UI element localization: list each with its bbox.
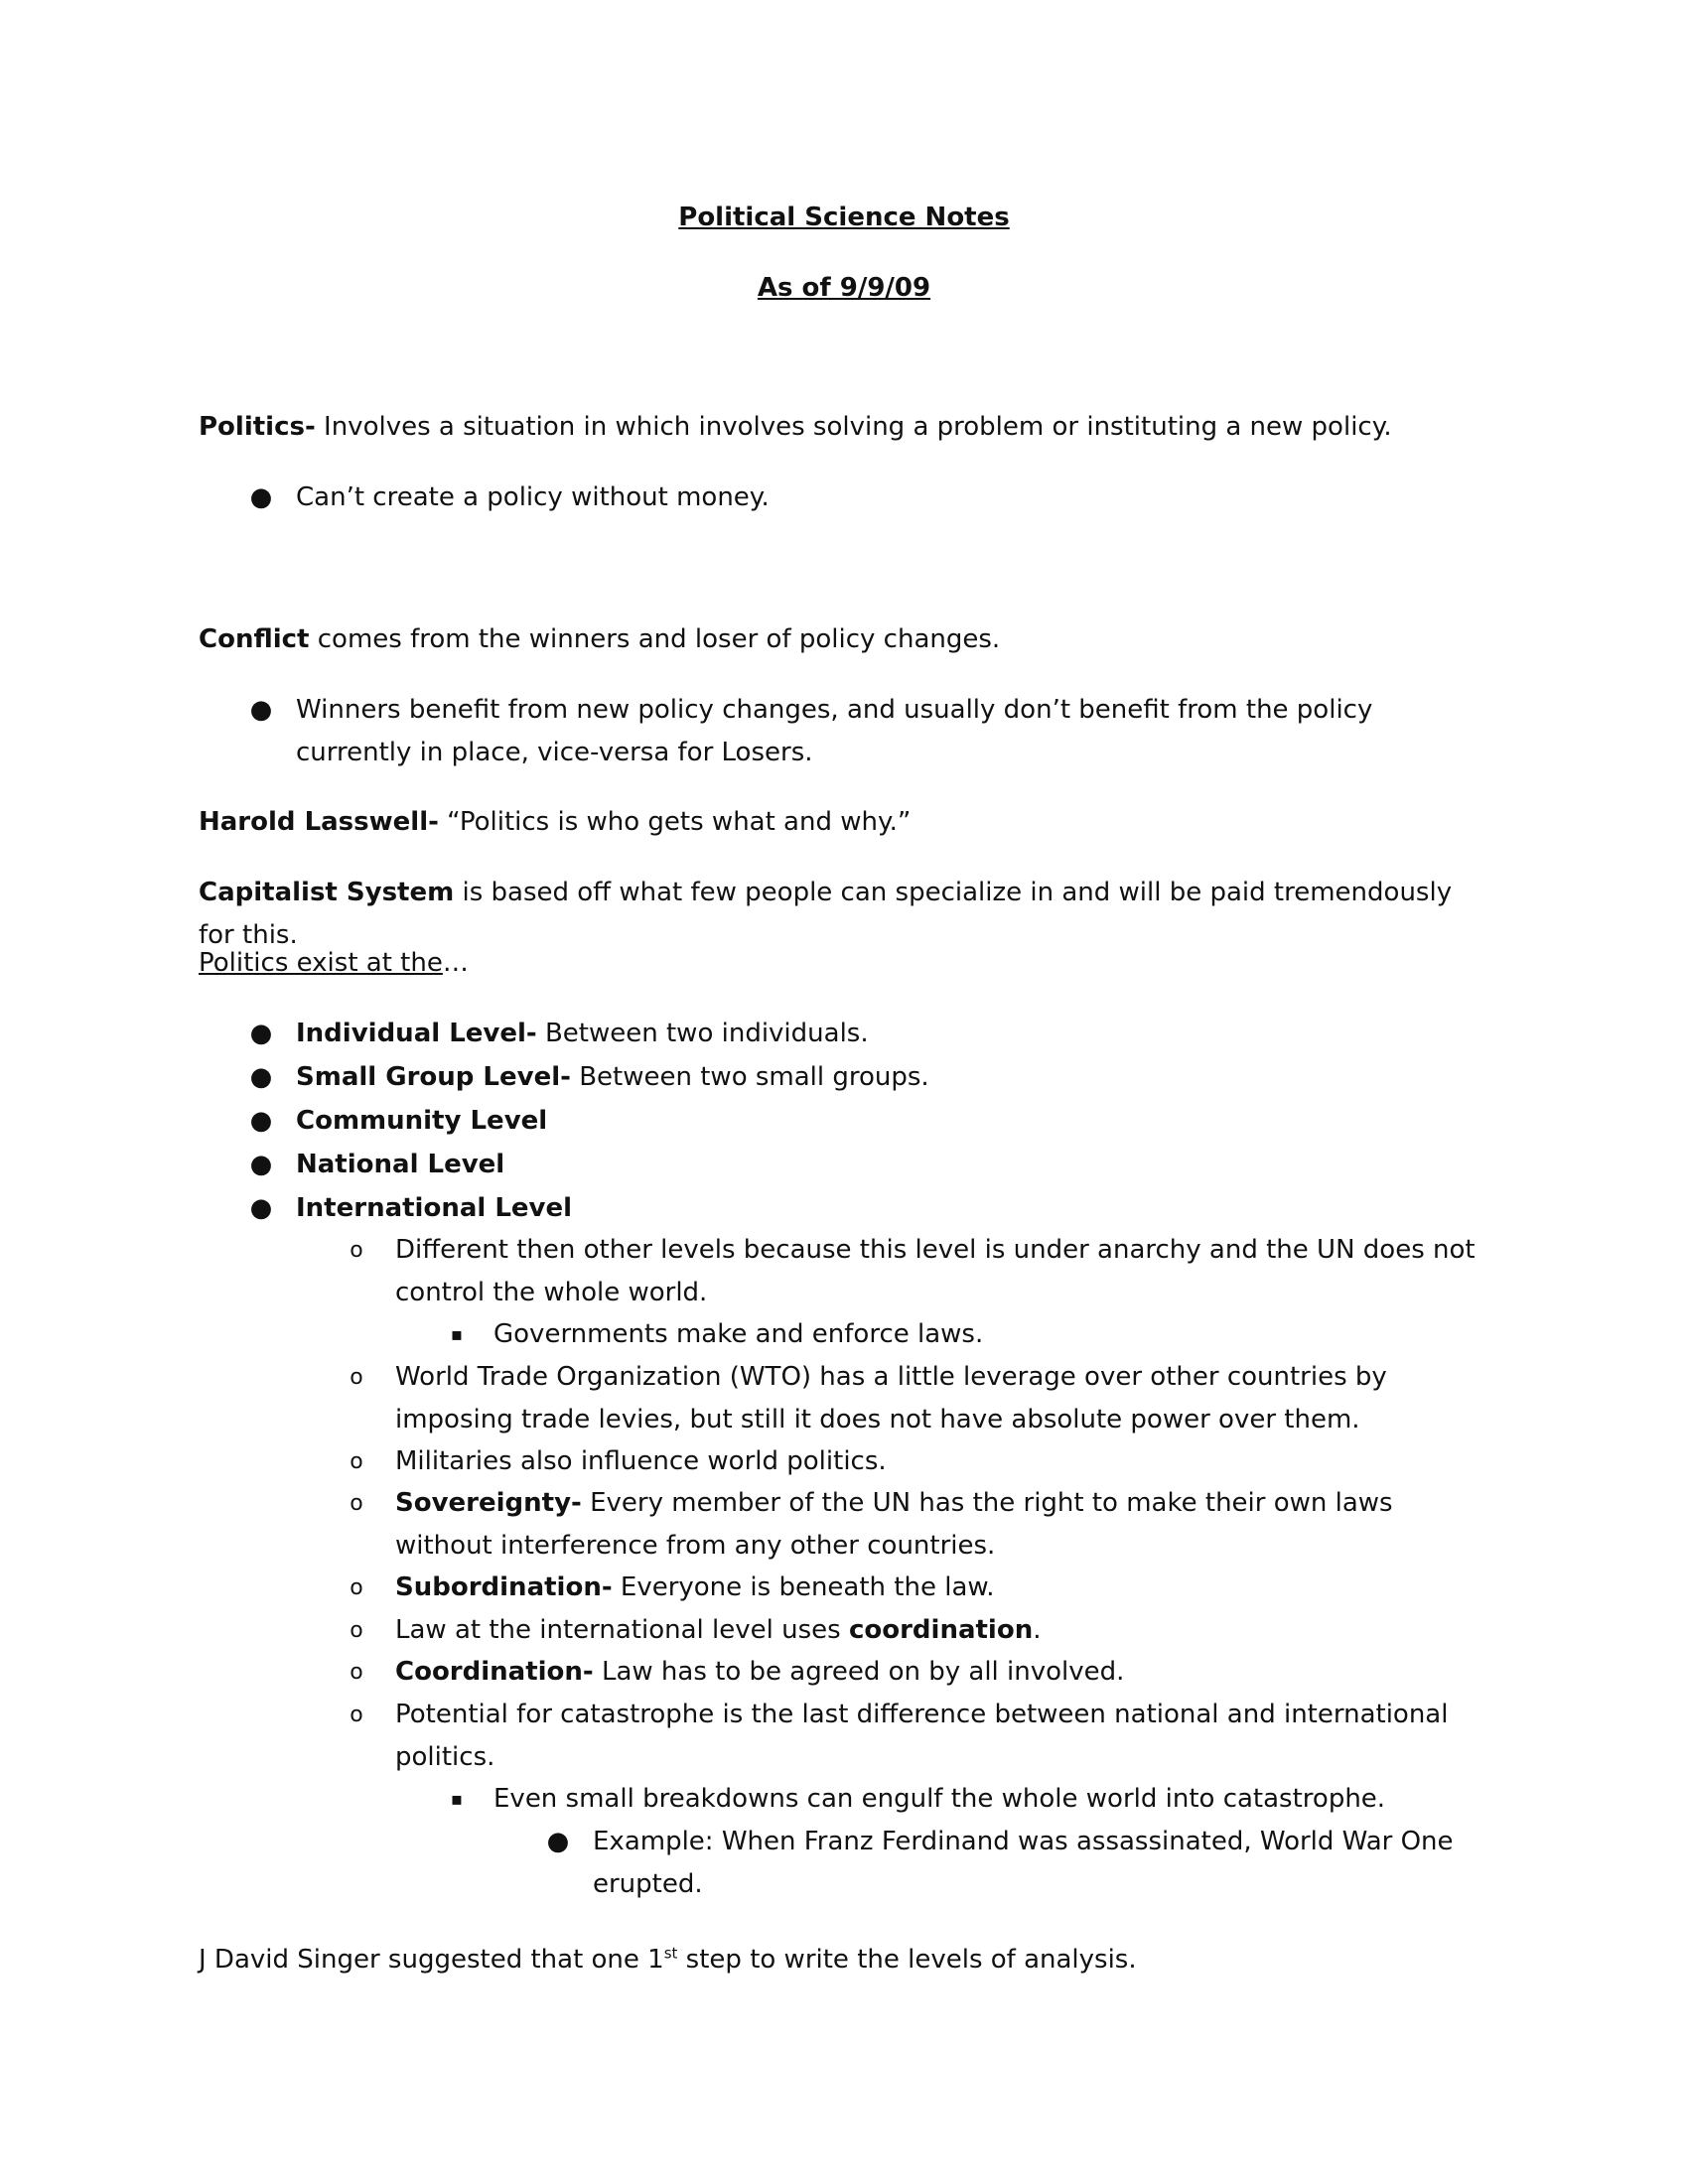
list-item — [249, 1056, 1487, 1099]
politics-term: Politics- — [199, 412, 316, 442]
list-item — [249, 477, 1487, 519]
international-point: Militaries also influence world politics. — [395, 1446, 887, 1476]
subordination-term: Subordination- — [395, 1572, 613, 1602]
bullet-square-icon: ▪ — [450, 1789, 464, 1810]
bullet-disc-icon: ● — [546, 1827, 570, 1856]
list-item — [350, 1651, 1487, 1694]
lasswell-term: Harold Lasswell- — [199, 807, 439, 837]
bullet-circle-icon: o — [350, 1449, 363, 1474]
bullet-disc-icon: ● — [249, 1062, 273, 1092]
list-item — [249, 1187, 1487, 1230]
coordination-text: Law has to be agreed on by all involved. — [593, 1657, 1125, 1687]
politics-definition — [199, 406, 1489, 449]
bullet-circle-icon: o — [350, 1618, 363, 1643]
page-title: Political Science Notes — [678, 203, 1010, 232]
bullet-square-icon: ▪ — [450, 1324, 464, 1345]
bullet-circle-icon: o — [350, 1491, 363, 1516]
level-term: Community Level — [296, 1106, 548, 1136]
list-item — [249, 689, 1487, 774]
international-point: Potential for catastrophe is the last difference between national and international politics. — [395, 1700, 1449, 1772]
sovereignty-text: Every member of the UN has the right to make their own laws without interference from any other countries. — [395, 1488, 1393, 1561]
bullet-circle-icon: o — [350, 1703, 363, 1727]
list-item — [249, 1144, 1487, 1186]
page-date: As of 9/9/09 — [757, 273, 931, 303]
sovereignty-term: Sovereignty- — [395, 1488, 582, 1518]
list-item — [350, 1609, 1487, 1652]
list-item — [350, 1567, 1487, 1609]
list-item — [450, 1778, 1486, 1821]
bullet-disc-icon: ● — [249, 1150, 273, 1179]
bullet-circle-icon: o — [350, 1575, 363, 1600]
singer-sup: st — [663, 1944, 678, 1963]
conflict-bullet: Winners benefit from new policy changes, and usually don’t benefit from the policy currently in place, vice-versa for Losers. — [296, 695, 1373, 767]
list-item — [546, 1821, 1486, 1906]
international-point: World Trade Organization (WTO) has a little leverage over other countries by imposing trade levies, but still it does not have absolute power over them. — [395, 1362, 1387, 1434]
conflict-definition — [199, 618, 1489, 661]
levels-intro-rest: … — [442, 948, 469, 978]
level-term: National Level — [296, 1150, 505, 1179]
bullet-disc-icon: ● — [249, 482, 273, 512]
international-subpoint: Even small breakdowns can engulf the whole world into catastrophe. — [493, 1784, 1386, 1814]
list-item — [249, 1013, 1487, 1055]
lasswell-text: “Politics is who gets what and why.” — [438, 807, 912, 837]
bullet-disc-icon: ● — [249, 1019, 273, 1048]
conflict-term: Conflict — [199, 624, 310, 654]
singer-pre: J David Singer suggested that one 1 — [199, 1945, 664, 1975]
levels-intro — [199, 942, 1489, 985]
politics-text: Involves a situation in which involves solving a problem or instituting a new policy. — [315, 412, 1392, 442]
capitalist-term: Capitalist System — [199, 878, 455, 907]
levels-intro-underlined: Politics exist at the — [199, 948, 443, 978]
international-point: Different then other levels because this level is under anarchy and the UN does not control the whole world. — [395, 1235, 1476, 1307]
coordination-post: . — [1033, 1615, 1042, 1645]
list-item — [450, 1313, 1486, 1356]
bullet-circle-icon: o — [350, 1660, 363, 1685]
bullet-disc-icon: ● — [249, 1193, 273, 1223]
level-text: Between two small groups. — [570, 1062, 929, 1092]
coordination-pre: Law at the international level uses — [395, 1615, 849, 1645]
level-term: Individual Level- — [296, 1019, 537, 1048]
singer-note — [199, 1939, 1489, 1981]
coordination-inline-term: coordination — [848, 1615, 1034, 1645]
list-item — [350, 1482, 1487, 1568]
level-text: Between two individuals. — [536, 1019, 869, 1048]
coordination-term: Coordination- — [395, 1657, 594, 1687]
singer-post: step to write the levels of analysis. — [677, 1945, 1137, 1975]
subordination-text: Everyone is beneath the law. — [612, 1572, 995, 1602]
international-subpoint: Governments make and enforce laws. — [493, 1319, 984, 1349]
bullet-disc-icon: ● — [249, 1106, 273, 1136]
level-term: Small Group Level- — [296, 1062, 571, 1092]
conflict-text: comes from the winners and loser of policy changes. — [309, 624, 1001, 654]
bullet-disc-icon: ● — [249, 695, 273, 725]
list-item — [249, 1100, 1487, 1143]
bullet-circle-icon: o — [350, 1238, 363, 1263]
bullet-circle-icon: o — [350, 1365, 363, 1390]
list-item — [350, 1440, 1487, 1483]
politics-bullet: Can’t create a policy without money. — [296, 482, 770, 512]
list-item — [350, 1694, 1487, 1779]
list-item — [350, 1356, 1487, 1441]
list-item — [350, 1229, 1487, 1314]
capitalist-text: is based off what few people can specialize in and will be paid tremendously for this. — [199, 878, 1453, 950]
level-term: International Level — [296, 1193, 573, 1223]
lasswell-quote — [199, 801, 1489, 844]
example-text: Example: When Franz Ferdinand was assassinated, World War One erupted. — [593, 1827, 1454, 1899]
